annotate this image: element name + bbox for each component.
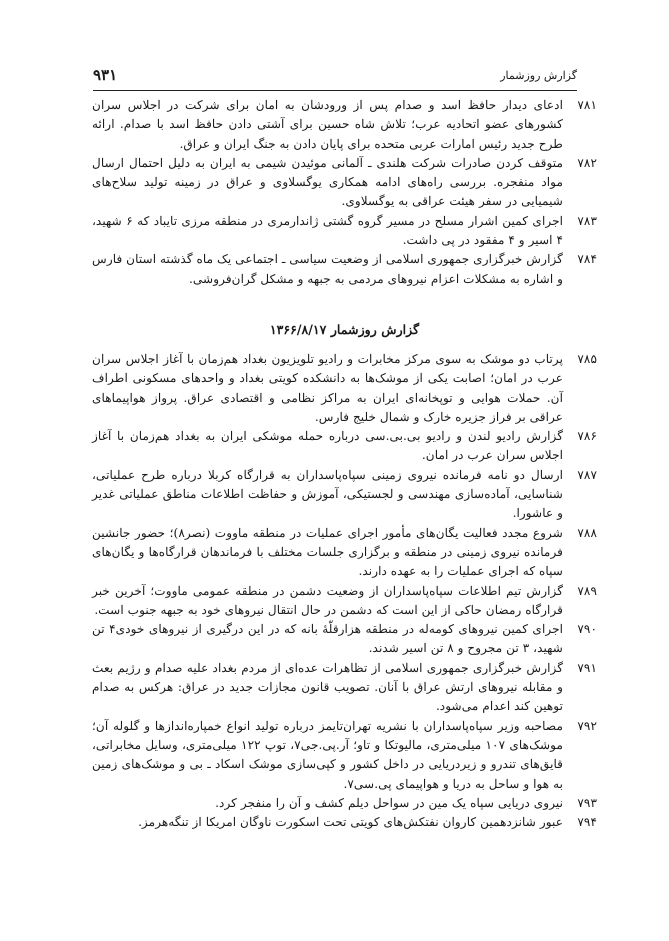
entry-text: گزارش خبرگزاری جمهوری اسلامی از وضعیت سیاسی ـ اجتماعی یک ماه گذشته استان فارس و اشاره به مشکلات اعزام نیروهای مردمی به جبهه و مشکل گران‌فروشی. xyxy=(92,252,563,286)
entry-item xyxy=(92,427,597,466)
entries-list-2 xyxy=(92,350,597,832)
page-header xyxy=(93,66,577,88)
entry-text: اجرای کمین اشرار مسلح در مسیر گروه گشتی ژاندارمری در منطقه مرزی تایباد که ۶ شهید، ۴ اسیر و ۴ مفقود در پی داشت. xyxy=(92,213,563,248)
entry-text: گزارش تیم اطلاعات سپاه‌پاسداران از وضعیت دشمن در منطقه عمومی ماووت؛ آخرین خبر قرارگاه رمضان حاکی از این است که دشمن در حال انتقال نیروهای خود به جبهه جنوب است. xyxy=(92,583,563,617)
entry-number: ۷۹۳ xyxy=(577,795,597,810)
entry-item xyxy=(92,212,597,251)
entry-number: ۷۹۲ xyxy=(577,718,597,733)
entry-number: ۷۹۴ xyxy=(577,815,597,830)
entry-text: اجرای کمین نیروهای کومه‌له در منطقه هزارقلّهٔ بانه که در این درگیری از نیروهای خودی۴ تن شهید، ۳ تن مجروح و ۸ تن اسیر شدند. xyxy=(92,622,564,656)
entry-number: ۷۸۴ xyxy=(577,252,597,267)
entry-text: نیروی دریایی سپاه یک مین در سواحل دیلم کشف و آن را منفجر کرد. xyxy=(215,795,563,810)
entry-item xyxy=(92,154,597,212)
running-title: گزارش روزشمار xyxy=(500,69,577,82)
entry-item xyxy=(92,250,597,289)
entry-number: ۷۸۵ xyxy=(577,352,597,366)
entry-item xyxy=(92,717,597,794)
entry-item xyxy=(92,350,597,427)
entry-number: ۷۸۸ xyxy=(577,525,597,540)
entry-number: ۷۸۷ xyxy=(577,467,597,482)
section-heading: گزارش روزشمار ۱۳۶۶/۸/۱۷ xyxy=(269,322,420,337)
entry-item xyxy=(92,659,597,717)
entry-text: مصاحبه وزیر سپاه‌پاسداران با نشریه تهران‌تایمز درباره تولید انواع خمپاره‌اندازها و گلوله آن؛ موشک‌های ۱۰۷ میلی‌متری، مالیوتکا و تاو؛ آر.پی.جی۷، توپ ۱۲۲ میلی‌متری، وسایل مخابراتی، قایق‌های تندرو و زیردریایی در داخل کشور و کپی‌سازی موشک اسکاد ـ بی و موشک‌های زمین به هوا و ساحل به دریا و هواپیمای پی.سی۷. xyxy=(92,718,564,791)
entry-text: ارسال دو نامه فرمانده نیروی زمینی سپاه‌پاسداران به قرارگاه کربلا درباره طرح عملیاتی، شناسایی، آماده‌سازی مهندسی و لجستیکی، آموزش و حفاظت اطلاعات مناطق عملیاتی غدیر و عاشورا. xyxy=(92,467,563,521)
entry-number: ۷۹۱ xyxy=(577,660,597,675)
entry-item xyxy=(92,524,597,582)
entry-number: ۷۸۲ xyxy=(577,155,597,170)
entry-number: ۷۸۳ xyxy=(577,213,597,228)
entry-number: ۷۸۶ xyxy=(577,429,597,444)
entry-item xyxy=(92,813,597,832)
header-rule xyxy=(93,90,577,91)
entry-text: گزارش خبرگزاری جمهوری اسلامی از تظاهرات عده‌ای از مردم بغداد علیه صدام و رژیم بعث و مقابله نیروهای ارتش عراق با آنان. تصویب قانون مجازات جدید در عراق: هرکس به صدام توهین کند اعدام می‌شود. xyxy=(92,660,563,714)
entry-number: ۷۸۱ xyxy=(577,98,597,112)
entries-list-1 xyxy=(92,96,597,289)
entry-item xyxy=(92,582,597,621)
entry-item xyxy=(92,96,597,154)
entry-item xyxy=(92,466,597,524)
entry-item xyxy=(92,794,597,813)
entry-number: ۷۹۰ xyxy=(577,622,597,637)
page-number: ۹۳۱ xyxy=(93,66,118,84)
entry-text: عبور شانزدهمین کاروان نفتکش‌های کویتی تحت اسکورت ناوگان امریکا از تنگه‌هرمز. xyxy=(138,815,563,830)
entry-text: شروع مجدد فعالیت یگان‌های مأمور اجرای عملیات در منطقه ماووت (نصر۸)؛ حضور جانشین فرمانده نیروی زمینی در منطقه و برگزاری جلسات مختلف با فرماندهان قرارگاه‌ها و یگان‌های سپاه که اجرای عملیات را به عهده دارند. xyxy=(92,525,563,579)
entry-text: متوقف کردن صادرات شرکت هلندی ـ آلمانی موئیدن شیمی به ایران به دلیل احتمال ارسال مواد منفجره. بررسی راه‌های ادامه همکاری یوگسلاوی و عراق در زمینه تولید سلاح‌های شیمیایی در سفر هیئت عراقی به یوگسلاوی. xyxy=(92,155,563,209)
entry-text: ادعای دیدار حافظ اسد و صدام پس از ورودشان به امان برای شرکت در اجلاس سران کشورهای عضو اتحادیه عرب؛ تلاش شاه حسین برای آشتی دادن حافظ اسد با صدام. ارائه طرح جدید رئیس امارات عربی متحده برای پایان دادن به جنگ ایران و عراق. xyxy=(92,98,563,151)
entry-number: ۷۸۹ xyxy=(577,583,597,598)
entry-text: پرتاب دو موشک به سوی مرکز مخابرات و رادیو تلویزیون بغداد هم‌زمان با آغاز اجلاس سران عرب در امان؛ اصابت یکی از موشک‌ها به دانشکده کویتی بغداد و واحدهای مسکونی اطراف آن. حملات هوایی و توپخانه‌ای ایران به مراکز نظامی و اقتصادی عراق. پرواز هواپیماهای عراقی بر فراز جزیره خارک و شمال خلیج فارس. xyxy=(92,352,563,424)
entry-item xyxy=(92,620,597,659)
entry-text: گزارش رادیو لندن و رادیو بی.بی.سی درباره حمله موشکی ایران به بغداد هم‌زمان با آغاز اجلاس سران عرب در امان. xyxy=(92,429,563,463)
